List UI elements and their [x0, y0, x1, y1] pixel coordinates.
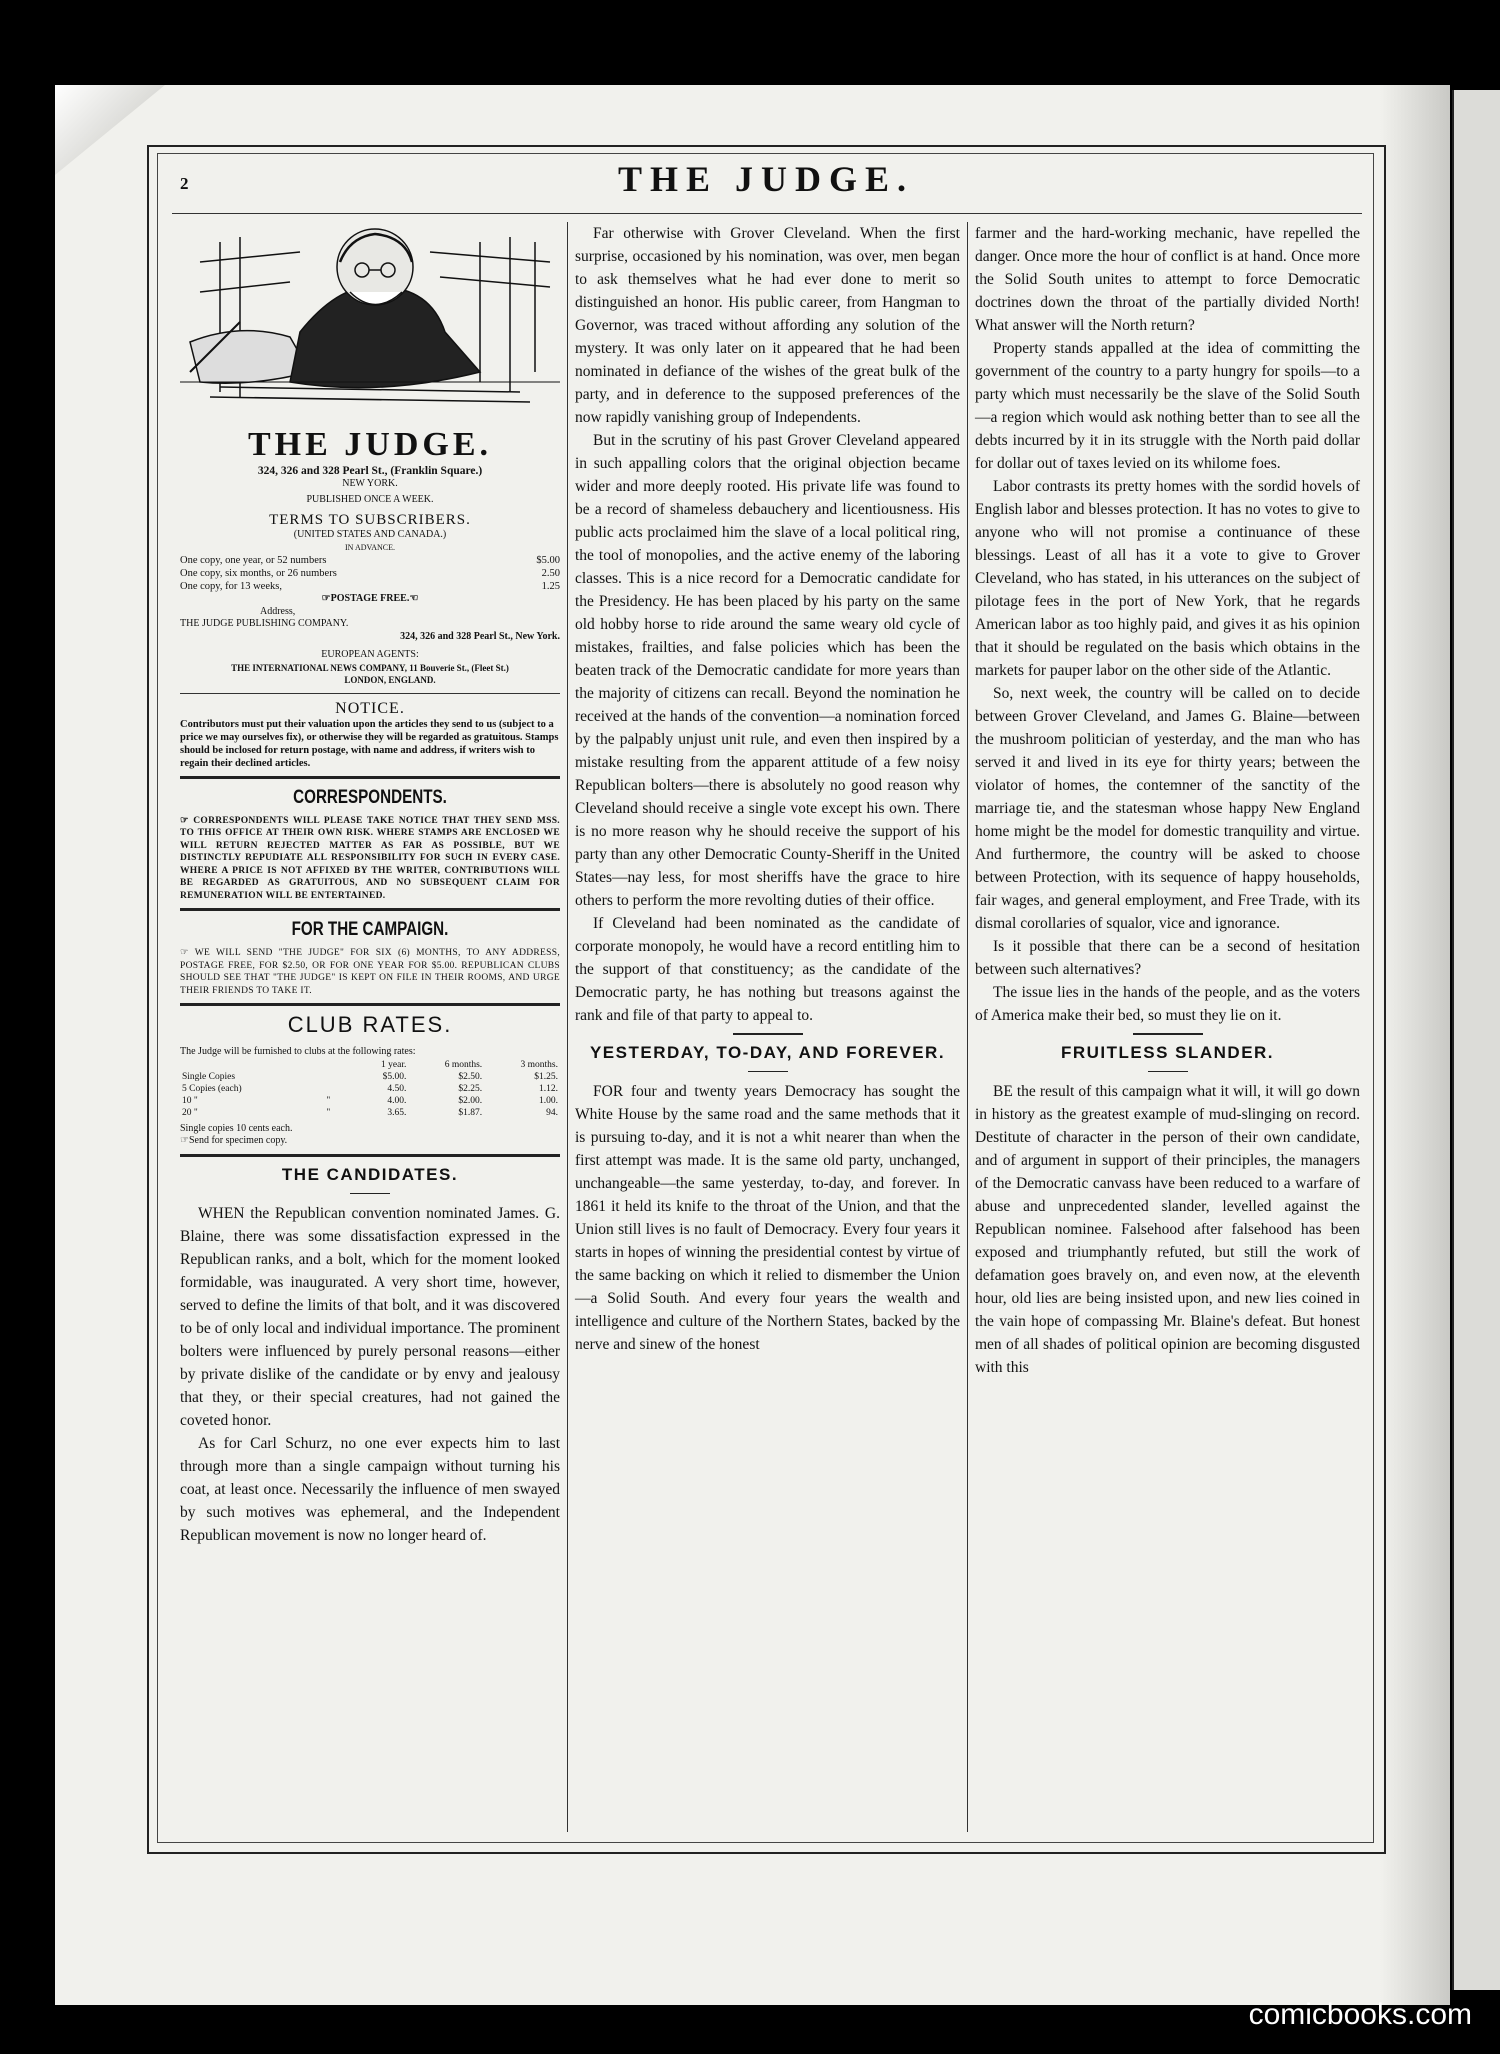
- table-row: Single Copies $5.00. $2.50. $1.25.: [182, 1071, 558, 1082]
- yesterday-title: YESTERDAY, TO-DAY, AND FOREVER.: [589, 1043, 946, 1062]
- paragraph: Far otherwise with Grover Cleveland. When the first surprise, occasioned by his nomination, was over, men began to ask themselves what he had ever done to merit so distinguished an honor. His public career, from Hangman to Governor, was traced without affording any solution of the mystery. It was only later on it appeared that he had been nominated in defiance of the wishes of the great bulk of the party, and in deference to the supposed preferences of the now rapidly vanishing group of Independents.: [575, 225, 960, 426]
- notice-body: Contributors must put their valuation upon the articles they send to us (subject to a price we may ourselves fix), or otherwise they will be regarded as gratuitous. Stamps should be inclosed for return postage, with name and address, if writers wish to regain their declined articles.: [180, 718, 559, 769]
- column-divider: [567, 222, 568, 1832]
- cleveland-article: [575, 222, 960, 1027]
- candidates-article: [180, 1202, 560, 1547]
- rule: [748, 1071, 788, 1072]
- terms-title: TERMS TO SUBSCRIBERS.: [269, 512, 471, 528]
- masthead-city: NEW YORK.: [342, 478, 398, 489]
- masthead-title: THE JUDGE.: [247, 426, 493, 463]
- european-city: LONDON, ENGLAND.: [344, 675, 436, 685]
- judge-illustration: [180, 222, 560, 410]
- column-divider: [967, 222, 968, 1832]
- masthead-address: 324, 326 and 328 Pearl St., (Franklin Square.): [257, 465, 483, 477]
- masthead-published: PUBLISHED ONCE A WEEK.: [306, 493, 434, 505]
- slander-title: FRUITLESS SLANDER.: [1060, 1043, 1275, 1062]
- rule: [180, 908, 560, 911]
- rule: [350, 1193, 390, 1194]
- rule: [180, 1154, 560, 1157]
- candidates-title: THE CANDIDATES.: [281, 1164, 459, 1184]
- rate-row: One copy, six months, or 26 numbers 2.50: [180, 568, 560, 579]
- paragraph: So, next week, the country will be called on to decide between Grover Cleveland, and James G. Blaine—between the mushroom politician of yesterday, and the man who has served it and lived in its eye for thirty years; between the violator of homes, the contemner of the sanctity of the marriage tie, and the statesman whose happy New England home might be the model for domestic tranquility and virtue. And furthermore, the country will be asked to choose between Protection, with its sequence of happy households, fair wages, and general employment, and Free Trade, with its dismal corollaries of squalor, vice and ignorance.: [975, 685, 1360, 932]
- rule: [180, 776, 560, 779]
- table-header-row: 1 year. 6 months. 3 months.: [381, 1059, 558, 1070]
- column-1: [180, 222, 560, 1547]
- paragraph: farmer and the hard-working mechanic, have repelled the danger. Once more the hour of conflict is at hand. Once more the Solid South unites to attempt to force Democratic doctrines down the throat of the partially divided North! What answer will the North return?: [975, 225, 1360, 334]
- correspondents-body: ☞ CORRESPONDENTS WILL PLEASE TAKE NOTICE THAT THEY SEND MSS. TO THIS OFFICE AT THEIR OWN RISK. WHERE STAMPS ARE ENCLOSED WE WILL RETURN REJECTED MATTER AS FAR AS POSSIBLE, BUT WE DISTINCTLY REPUDIATE ALL RESPONSIBILITY FOR SUCH IN EVERY CASE. WHERE A PRICE IS NOT AFFIXED BY THE WRITER, CONTRIBUTIONS WILL BE REGARDED AS GRATUITOUS, AND NO SUBSEQUENT CLAIM FOR REMUNERATION WILL BE ENTERTAINED.: [180, 815, 560, 901]
- notice-title: NOTICE.: [335, 699, 405, 717]
- paragraph: FOR four and twenty years Democracy has sought the White House by the same road and the same methods that it is pursuing to-day, and it is not a whit nearer than when the first attempt was made. It is the same old party, unchanged, unchangeable—the same yesterday, to-day, and forever. In 1861 it held its knife to the throat of the Union, and that the Union still lives is no fault of Democracy. Every four years it starts in hopes of winning the presidential contest by virtue of the same backing on which it relied to dismember the Union—a Solid South. And every four years the wealth and intelligence and culture of the Northern States, backed by the nerve and sinew of the honest: [575, 1083, 960, 1353]
- rule: [1133, 1033, 1203, 1035]
- yesterday-article: [575, 1080, 960, 1356]
- campaign-body: ☞ WE WILL SEND "THE JUDGE" FOR SIX (6) MONTHS, TO ANY ADDRESS, POSTAGE FREE, FOR $2.50, OR FOR ONE YEAR FOR $5.00. REPUBLICAN CLUBS SHOULD SEE THAT "THE JUDGE" IS KEPT ON FILE IN THEIR ROOMS, AND URGE THEIR FRIENDS TO TAKE IT.: [180, 948, 560, 996]
- header-rule: [172, 213, 1362, 214]
- paragraph: The issue lies in the hands of the people, and as the voters of America make their bed, so must they lie on it.: [975, 984, 1360, 1024]
- page-number: 2: [180, 174, 189, 193]
- club-note-single: Single copies 10 cents each.: [180, 1122, 293, 1134]
- page-shadow: [1380, 85, 1450, 2005]
- club-rates-table: [180, 1059, 560, 1119]
- postage-free: ☞POSTAGE FREE.☜: [321, 593, 419, 604]
- watermark: comicbooks.com: [1248, 1998, 1472, 2031]
- paragraph: But in the scrutiny of his past Grover Cleveland appeared in such appalling colors that the original objection became wider and more deeply rooted. His private life was found to be a record of shameless debauchery and licentiousness. His public acts proclaimed him the slave of a local political ring, the tool of monopolies, and the active enemy of the laboring classes. This is a nice record for a Democratic candidate for the Presidency. He has been placed by his party on the same old hobby horse to ride around the same weary old cycle of mistakes, frailties, and false policies which has been the beaten track of the Democratic candidate for more years than the majority of citizens can recall. Beyond the nomination he received at the hands of the convention—a nomination forced by the palpably unjust unit rule, and even then inspired by a mistake resulting from the apparent attitude of a few noisy Republican bolters—there is absolutely no good reason why Cleveland should receive a single vote except his own. There is no more reason why he should receive the support of his party than any other Democratic County-Sheriff in the United States—nay less, for most sheriffs have the grace to hire others to perform the more revolting duties of their office.: [575, 432, 960, 909]
- rule: [1148, 1071, 1188, 1072]
- yesterday-article-continued: [975, 222, 1360, 1027]
- european-agent: THE INTERNATIONAL NEWS COMPANY, 11 Bouverie St., (Fleet St.): [231, 662, 509, 673]
- paragraph: Is it possible that there can be a second of hesitation between such alternatives?: [975, 938, 1360, 978]
- table-row: 10 " " 4.00. $2.00. 1.00.: [182, 1095, 558, 1106]
- company-address: 324, 326 and 328 Pearl St., New York.: [400, 630, 560, 642]
- rule: [180, 1003, 560, 1006]
- page-title: THE JUDGE.: [617, 159, 915, 199]
- paragraph: Property stands appalled at the idea of committing the government of the country to a party hungry for spoils—to a party which must necessarily be the slave of the Solid South—a region which would ask nothing better than to see all the debts incurred by it in its struggle with the North paid dollar for dollar out of taxes levied on its whilome foes.: [975, 340, 1360, 472]
- paragraph: As for Carl Schurz, no one ever expects him to last through more than a single campaign without turning his coat, at least once. Necessarily the influence of men swayed by such motives was ephemeral, and the Independent Republican movement is now no longer heard of.: [180, 1434, 560, 1544]
- correspondents-title: CORRESPONDENTS.: [293, 786, 447, 808]
- campaign-title: FOR THE CAMPAIGN.: [291, 919, 449, 940]
- rate-row: One copy, one year, or 52 numbers $5.00: [180, 555, 560, 566]
- paragraph: BE the result of this campaign what it will, it will go down in history as the greatest example of mud-slinging on record. Destitute of character in the person of their own candidate, and of argument in support of their principles, the managers of the Democratic canvass have been reduced to a warfare of abuse and unprecedented slander, levelled against the Republican nominee. Falsehood after falsehood has been exposed and triumphantly refuted, but still the work of defamation goes bravely on, and even now, at the eleventh hour, old lies are being insisted upon, and new lies coined in the vain hope of compassing Mr. Blaine's defeat. But honest men of all shades of political opinion are becoming disgusted with this: [975, 1083, 1360, 1376]
- rule: [180, 693, 560, 694]
- terms-subtitle: (UNITED STATES AND CANADA.): [293, 529, 447, 540]
- table-row: 20 " " 3.65. $1.87. 94.: [182, 1107, 558, 1118]
- rate-row: One copy, for 13 weeks, 1.25: [180, 581, 560, 592]
- in-advance-label: IN ADVANCE.: [344, 542, 396, 552]
- european-agents-title: EUROPEAN AGENTS:: [321, 649, 419, 660]
- paragraph: Labor contrasts its pretty homes with the sordid hovels of English labor and blesses protection. It has no votes to give to anyone who will not promise a continuance of these blessings. Least of all has it a vote to give to Grover Cleveland, who has stated, in his utterances on the subject of pilotage fees in the port of New York, that he regards American labor as too highly paid, and gives it as his opinion that it should be regulated on the basis which obtains in the markets for pauper labor on the other side of the Atlantic.: [975, 478, 1360, 679]
- column-2: [575, 222, 960, 1356]
- column-3: [975, 222, 1360, 1379]
- next-page-edge: [1452, 90, 1500, 1990]
- page-header: [160, 158, 1372, 208]
- club-rates-title: CLUB RATES.: [287, 1012, 453, 1037]
- slander-article: [975, 1080, 1360, 1379]
- address-label: Address,: [260, 605, 296, 617]
- club-rates-intro: The Judge will be furnished to clubs at the following rates:: [180, 1046, 416, 1057]
- company-name: THE JUDGE PUBLISHING COMPANY.: [180, 618, 349, 629]
- paragraph: WHEN the Republican convention nominated James. G. Blaine, there was some dissatisfaction expressed in the Republican ranks, and a bolt, which for the moment looked formidable, was inaugurated. A very short time, however, served to define the limits of that bolt, and it was discovered to be of only local and individual importance. The prominent bolters were influenced by purely personal reasons—either by private dislike of the candidate or by envy and jealousy that they, or their special creatures, had not gained the coveted honor.: [180, 1204, 560, 1429]
- subscription-rates: [180, 554, 560, 593]
- rule: [733, 1033, 803, 1035]
- paragraph: If Cleveland had been nominated as the candidate of corporate monopoly, he would have a record entitling him to the support of that constituency; as the candidate of the Democratic party, he has nothing but treasons against the rank and file of that party to appeal to.: [575, 915, 960, 1024]
- club-note-specimen: ☞Send for specimen copy.: [180, 1135, 288, 1146]
- table-row: 5 Copies (each) 4.50. $2.25. 1.12.: [182, 1083, 558, 1094]
